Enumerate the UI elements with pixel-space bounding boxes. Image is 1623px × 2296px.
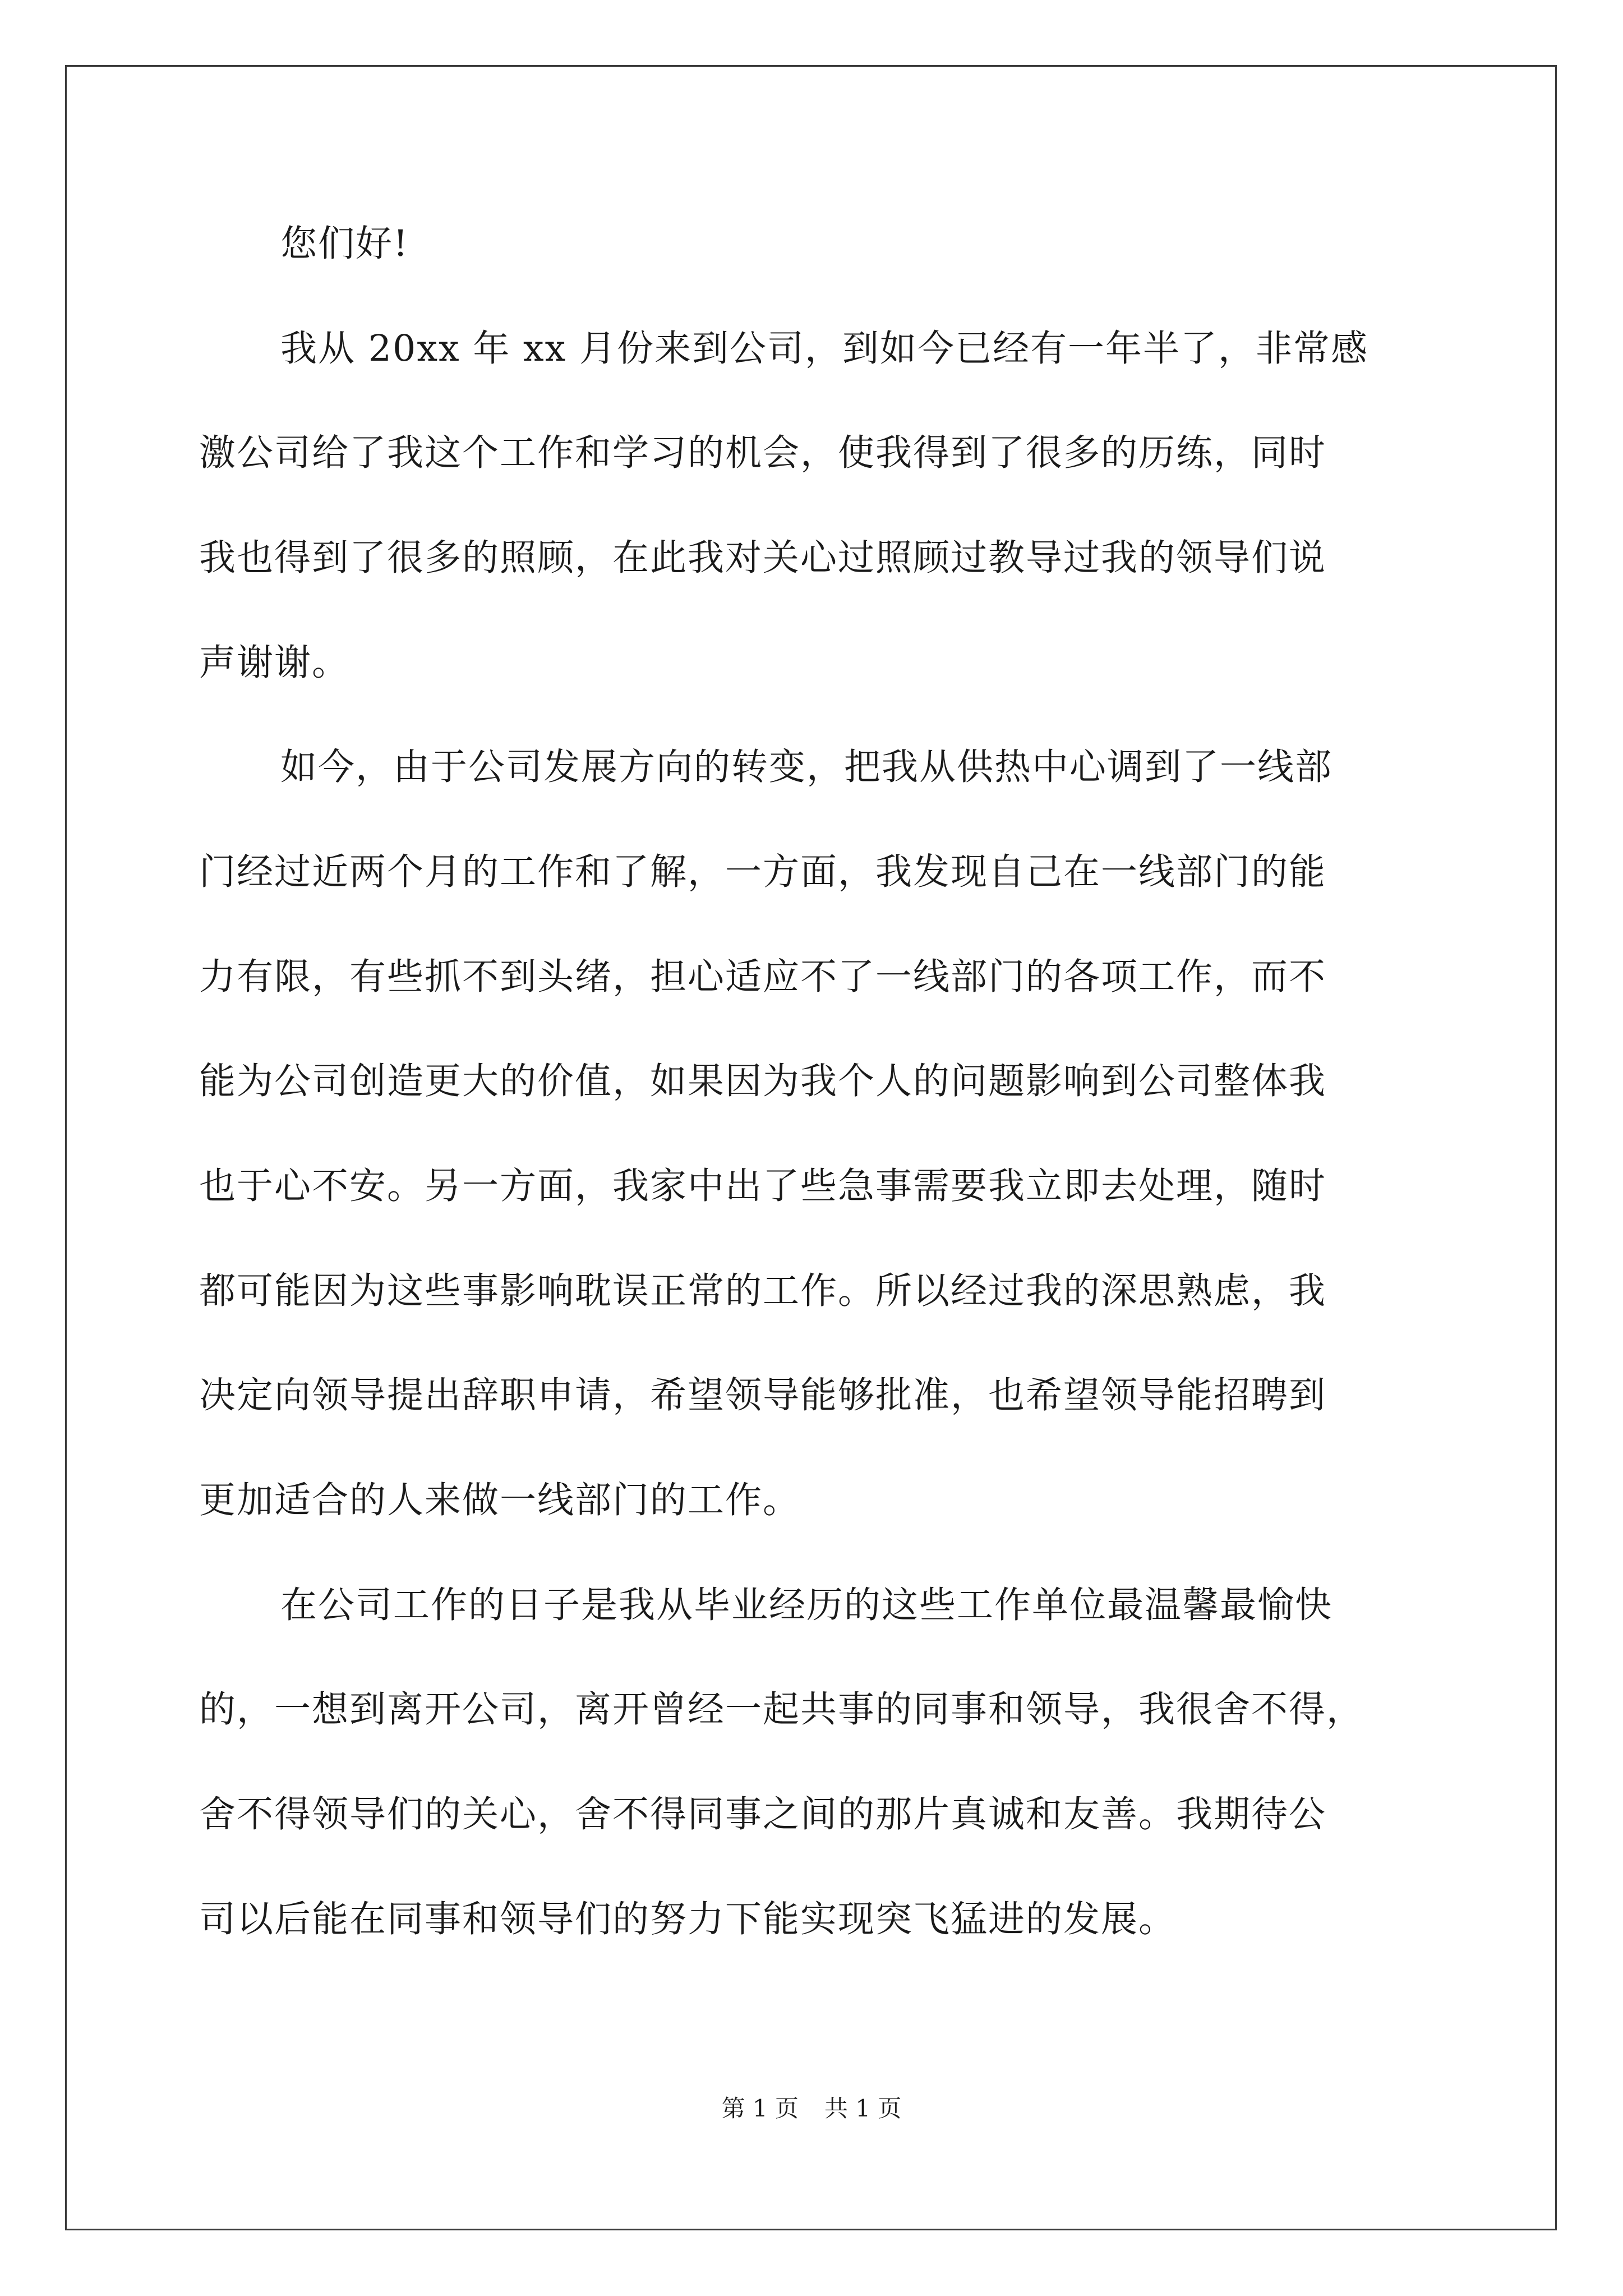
greeting: 您们好! (280, 223, 409, 265)
page-footer (0, 2092, 1623, 2125)
paragraph-2-line-2: 门经过近两个月的工作和了解，一方面，我发现自己在一线部门的能 (199, 851, 1327, 893)
page-number: 第 1 页 (721, 2095, 799, 2122)
paragraph-2-line-6: 都可能因为这些事影响耽误正常的工作。所以经过我的深思熟虑，我 (199, 1270, 1327, 1312)
paragraph-3-line-1: 在公司工作的日子是我从毕业经历的这些工作单位最温馨最愉快 (280, 1584, 1333, 1626)
paragraph-2-line-5: 也于心不安。另一方面，我家中出了些急事需要我立即去处理，随时 (199, 1165, 1327, 1207)
paragraph-2-line-1: 如今，由于公司发展方向的转变，把我从供热中心调到了一线部 (280, 746, 1333, 788)
paragraph-1-line-4: 声谢谢。 (199, 642, 350, 684)
paragraph-1-line-3: 我也得到了很多的照顾，在此我对关心过照顾过教导过我的领导们说 (199, 537, 1327, 579)
paragraph-2-line-3: 力有限，有些抓不到头绪，担心适应不了一线部门的各项工作，而不 (199, 956, 1327, 998)
page-total: 共 1 页 (824, 2095, 902, 2122)
paragraph-2-line-4: 能为公司创造更大的价值，如果因为我个人的问题影响到公司整体我 (199, 1060, 1327, 1102)
paragraph-2-line-7: 决定向领导提出辞职申请，希望领导能够批准，也希望领导能招聘到 (199, 1374, 1327, 1416)
paragraph-3-line-2: 的，一想到离开公司，离开曾经一起共事的同事和领导，我很舍不得， (199, 1688, 1364, 1731)
paragraph-1-line-2: 激公司给了我这个工作和学习的机会，使我得到了很多的历练，同时 (199, 432, 1327, 474)
paragraph-3-line-4: 司以后能在同事和领导们的努力下能实现突飞猛进的发展。 (199, 1898, 1177, 1940)
paragraph-2-line-8: 更加适合的人来做一线部门的工作。 (199, 1479, 801, 1521)
paragraph-1-line-1: 我从 20xx 年 xx 月份来到公司，到如今已经有一年半了，非常感 (280, 328, 1368, 370)
paragraph-3-line-3: 舍不得领导们的关心，舍不得同事之间的那片真诚和友善。我期待公 (199, 1793, 1327, 1835)
